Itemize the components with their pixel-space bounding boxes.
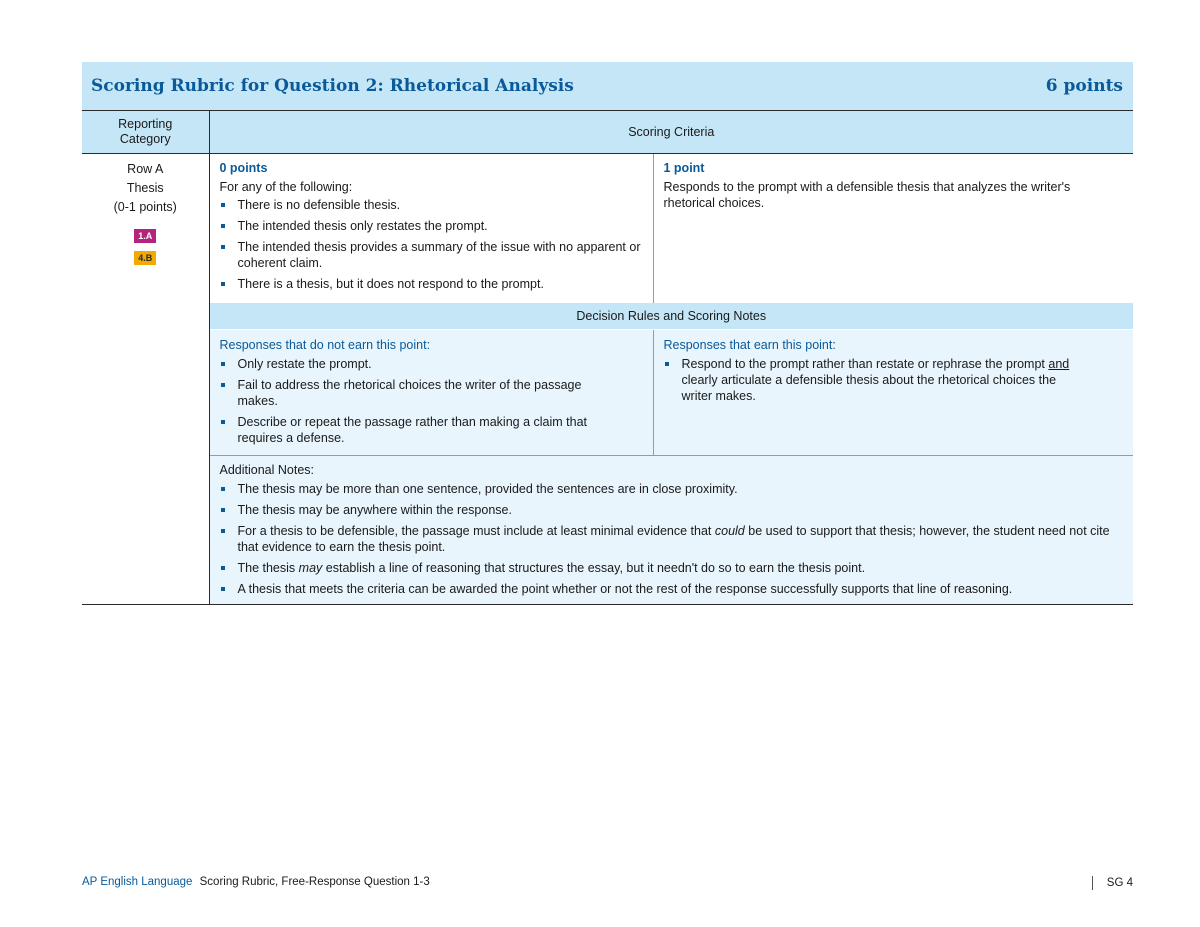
footer-separator bbox=[1092, 876, 1093, 890]
additional-notes-list bbox=[220, 481, 1125, 597]
decision-header-row bbox=[82, 303, 1133, 330]
reporting-label-line2: Category bbox=[119, 132, 171, 146]
column-header-row bbox=[82, 111, 1133, 154]
one-point-label: 1 point bbox=[663, 161, 705, 175]
list-item: There is no defensible thesis. bbox=[220, 197, 644, 213]
list-item: The intended thesis only restates the prompt. bbox=[220, 218, 644, 234]
earn-list bbox=[664, 356, 1125, 404]
not-earn-cell bbox=[209, 330, 653, 456]
list-item: Describe or repeat the passage rather than making a claim that requires a defense. bbox=[220, 414, 614, 446]
row-category bbox=[82, 154, 209, 605]
zero-points-label: 0 points bbox=[219, 161, 268, 175]
additional-notes-cell bbox=[209, 456, 1133, 605]
row-range: (0-1 points) bbox=[113, 200, 177, 214]
page-number: SG 4 bbox=[1106, 877, 1133, 890]
list-item: Only restate the prompt. bbox=[220, 356, 614, 372]
one-point-cell bbox=[653, 154, 1133, 304]
total-points: 6 points bbox=[1045, 76, 1123, 96]
earn-text-pre: Respond to the prompt rather than restate or rephrase the prompt bbox=[681, 357, 1045, 371]
note-emphasis: could bbox=[714, 524, 745, 538]
decision-row bbox=[82, 330, 1133, 456]
decision-rules-heading: Decision Rules and Scoring Notes bbox=[209, 303, 1133, 330]
rubric-header bbox=[82, 62, 1133, 111]
rubric-title: Scoring Rubric for Question 2: Rhetorical Analysis bbox=[91, 76, 574, 96]
one-point-text: Responds to the prompt with a defensible thesis that analyzes the writer's rhetorical choices. bbox=[663, 180, 1071, 210]
note-emphasis: may bbox=[298, 561, 323, 575]
not-earn-list bbox=[220, 356, 644, 446]
footer-page bbox=[1092, 876, 1133, 890]
row-name: Thesis bbox=[126, 181, 164, 195]
page-footer bbox=[82, 876, 1133, 888]
reporting-category-header bbox=[82, 111, 209, 154]
rubric-table bbox=[82, 111, 1133, 605]
reporting-label-line1: Reporting bbox=[118, 117, 173, 131]
list-item: The thesis may be anywhere within the response. bbox=[220, 502, 1115, 518]
note-text: be used to support that thesis; however, the student need not cite that evidence to earn the thesis point. bbox=[237, 524, 1110, 554]
list-item: Fail to address the rhetorical choices the writer of the passage makes. bbox=[220, 377, 614, 409]
list-item bbox=[664, 356, 1085, 404]
note-text: For a thesis to be defensible, the passage must include at least minimal evidence that bbox=[237, 524, 712, 538]
note-text: The thesis bbox=[237, 561, 296, 575]
footer-course: AP English Language bbox=[82, 876, 193, 888]
earn-text-post: clearly articulate a defensible thesis about the rhetorical choices the writer makes. bbox=[681, 373, 1057, 403]
skill-badge-4b: 4.B bbox=[134, 251, 156, 265]
list-item: The intended thesis provides a summary of the issue with no apparent or coherent claim. bbox=[220, 239, 644, 271]
earn-heading: Responses that earn this point: bbox=[663, 338, 836, 352]
criteria-row bbox=[82, 154, 1133, 304]
note-text: establish a line of reasoning that structures the essay, but it needn't do so to earn the thesis point. bbox=[325, 561, 866, 575]
list-item: A thesis that meets the criteria can be awarded the point whether or not the rest of the response successfully supports that line of reasoning. bbox=[220, 581, 1115, 597]
list-item: The thesis may be more than one sentence, provided the sentences are in close proximity. bbox=[220, 481, 1115, 497]
zero-points-list bbox=[220, 197, 644, 292]
zero-points-intro: For any of the following: bbox=[219, 180, 353, 194]
scoring-criteria-header: Scoring Criteria bbox=[209, 111, 1133, 154]
list-item bbox=[220, 560, 1115, 576]
zero-points-cell bbox=[209, 154, 653, 304]
footer-description: Scoring Rubric, Free-Response Question 1-3 bbox=[199, 876, 430, 888]
additional-notes-row bbox=[82, 456, 1133, 605]
row-label: Row A bbox=[127, 162, 164, 176]
earn-cell bbox=[653, 330, 1133, 456]
skill-badge-1a: 1.A bbox=[134, 229, 156, 243]
list-item bbox=[220, 523, 1115, 555]
earn-text-and: and bbox=[1048, 357, 1070, 371]
rubric-page bbox=[82, 62, 1133, 605]
not-earn-heading: Responses that do not earn this point: bbox=[219, 338, 431, 352]
additional-notes-heading: Additional Notes: bbox=[219, 463, 315, 477]
list-item: There is a thesis, but it does not respond to the prompt. bbox=[220, 276, 644, 292]
